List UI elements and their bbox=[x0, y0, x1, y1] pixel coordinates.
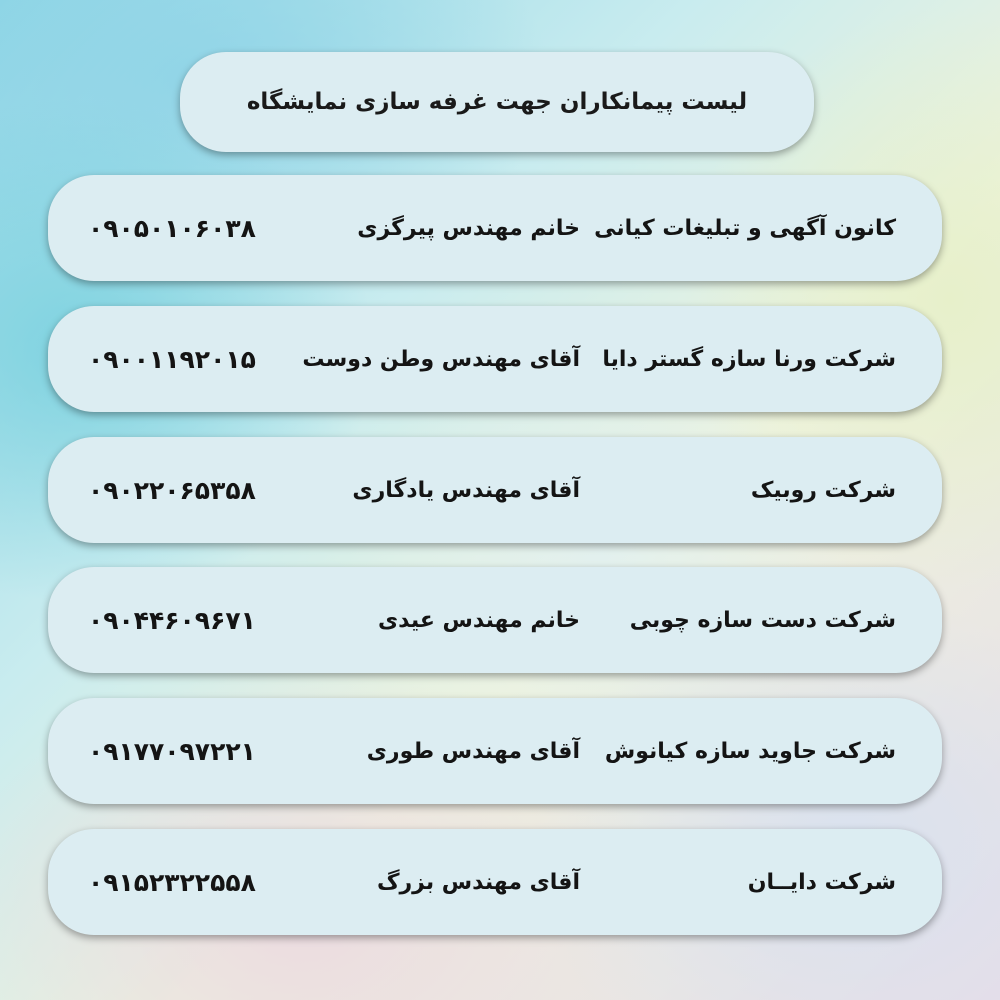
contractor-row bbox=[48, 698, 942, 804]
contractor-row bbox=[48, 829, 942, 935]
contractor-row bbox=[48, 437, 942, 543]
phone-number[interactable]: ۰۹۰۰۱۱۹۲۰۱۵ bbox=[88, 344, 256, 374]
phone-number[interactable]: ۰۹۰۴۴۶۰۹۶۷۱ bbox=[88, 605, 256, 635]
page-title: لیست پیمانکاران جهت غرفه سازی نمایشگاه bbox=[246, 89, 748, 115]
title-banner bbox=[180, 52, 814, 152]
contractor-row bbox=[48, 175, 942, 281]
company-name: شرکت ورنا سازه گستر دایا bbox=[602, 346, 896, 372]
contact-person: آقای مهندس یادگاری bbox=[352, 477, 580, 503]
contact-person: آقای مهندس وطن دوست bbox=[302, 346, 580, 372]
phone-number[interactable]: ۰۹۱۷۷۰۹۷۲۲۱ bbox=[88, 736, 256, 766]
company-name: شرکت جاوید سازه کیانوش bbox=[604, 738, 896, 764]
contact-person: خانم مهندس عیدی bbox=[377, 607, 580, 633]
company-name: شرکت روبیک bbox=[750, 477, 896, 503]
contact-person: آقای مهندس طوری bbox=[366, 738, 580, 764]
company-name: کانون آگهی و تبلیغات کیانی bbox=[594, 215, 896, 241]
company-name: شرکت دست سازه چوبی bbox=[629, 607, 896, 633]
phone-number[interactable]: ۰۹۰۵۰۱۰۶۰۳۸ bbox=[88, 213, 256, 243]
contact-person: آقای مهندس بزرگ bbox=[376, 869, 580, 895]
phone-number[interactable]: ۰۹۱۵۲۳۲۲۵۵۸ bbox=[88, 867, 256, 897]
company-name: شرکت دایــان bbox=[747, 869, 896, 895]
contractor-row bbox=[48, 567, 942, 673]
contact-person: خانم مهندس پیرگزی bbox=[357, 215, 580, 241]
contractor-row bbox=[48, 306, 942, 412]
phone-number[interactable]: ۰۹۰۲۲۰۶۵۳۵۸ bbox=[88, 475, 256, 505]
